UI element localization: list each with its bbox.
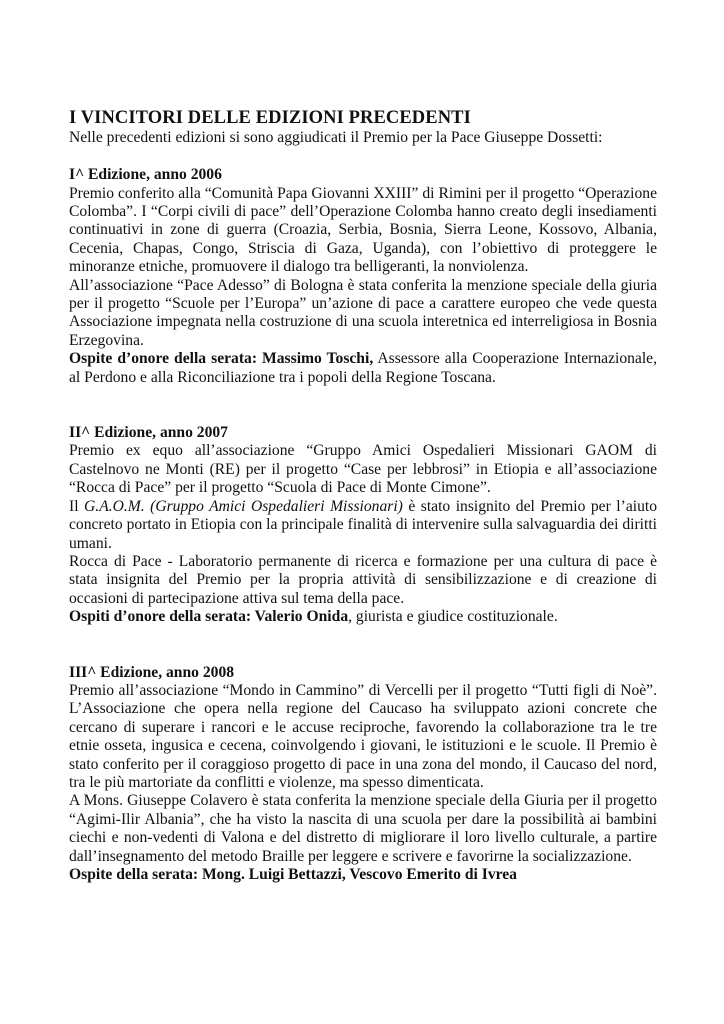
- guest-description: , giurista e giudice costituzionale.: [348, 608, 558, 626]
- edition-2008-section: [69, 664, 657, 885]
- guest-paragraph: [69, 350, 657, 387]
- spacer: [69, 387, 657, 424]
- edition-heading: I^ Edizione, anno 2006: [69, 166, 222, 183]
- italic-org-name: G.A.O.M. (Gruppo Amici Ospedalieri Missionari): [84, 497, 403, 515]
- guest-label: Ospite d’onore della serata: Massimo Toschi,: [69, 350, 374, 368]
- edition-paragraph: Rocca di Pace - Laboratorio permanente di ricerca e formazione per una cultura di pace è stata insignita del Premio per la propria attività di sensibilizzazione e di creazione di occasioni di partecipazione attiva sul tema della pace.: [69, 552, 657, 607]
- spacer: [69, 627, 657, 664]
- edition-heading: III^ Edizione, anno 2008: [69, 663, 235, 681]
- edition-2007-section: [69, 424, 657, 627]
- intro-paragraph: Nelle precedenti edizioni si sono aggiudicati il Premio per la Pace Giuseppe Dossetti:: [69, 129, 603, 146]
- guest-label: Ospiti d’onore della serata: Valerio Onida: [69, 608, 349, 626]
- edition-2006-section: [69, 166, 657, 387]
- edition-paragraph: Premio all’associazione “Mondo in Cammino” di Vercelli per il progetto “Tutti figli di Noè”. L’Associazione che opera nella regione del Caucaso ha sviluppato azioni concrete che cercano di superare i rancori e le accuse reciproche, favorendo la collaborazione tra le tre etnie osseta, ingusica e cecena, coinvolgendo i giovani, le istituzioni e le scuole. Il Premio è stato conferito per il coraggioso progetto di pace in una zona del mondo, il Caucaso del nord, tra le più martoriate da conflitti e violenze, ma spesso dimenticata.: [69, 682, 657, 792]
- text-run: Il: [69, 497, 85, 515]
- edition-paragraph: All’associazione “Pace Adesso” di Bologna è stata conferita la menzione speciale della giuria per il progetto “Scuole per l’Europa” un’azione di pace a carattere europeo che vede questa Associazione impegnata nella costruzione di una scuola interetnica ed interreligiosa in Bosnia Erzegovina.: [69, 276, 657, 349]
- edition-paragraph: Premio conferito alla “Comunità Papa Giovanni XXIII” di Rimini per il progetto “Operazione Colomba”. I “Corpi civili di pace” dell’Operazione Colomba hanno creato degli insediamenti continuativi in zone di guerra (Croazia, Serbia, Bosnia, Sierra Leone, Kossovo, Albania, Cecenia, Chapas, Congo, Striscia di Gaza, Uganda), con l’obiettivo di proteggere le minoranze etniche, promuovere il dialogo tra belligeranti, la nonviolenza.: [69, 184, 657, 276]
- guest-paragraph: Ospite della serata: Mong. Luigi Bettazzi, Vescovo Emerito di Ivrea: [69, 866, 517, 884]
- text-run: è stato insignito del Premio per l’aiuto concreto portato in Etiopia con la principale finalità di intervenire sulla salvaguardia dei diritti umani.: [69, 497, 657, 552]
- guest-paragraph: [69, 608, 657, 626]
- guest-description: Assessore alla Cooperazione Internazionale, al Perdono e alla Riconciliazione tra i popoli della Regione Toscana.: [69, 350, 657, 386]
- edition-paragraph: Premio ex equo all’associazione “Gruppo Amici Ospedalieri Missionari GAOM di Castelnovo ne Monti (RE) per il progetto “Case per lebbrosi” in Etiopia e all’associazione “Rocca di Pace” per il progetto “Scuola di Pace di Monte Cimone”.: [69, 442, 657, 497]
- edition-heading: II^ Edizione, anno 2007: [69, 423, 228, 441]
- document-page: [69, 107, 657, 885]
- edition-paragraph: [69, 498, 657, 553]
- page-title: I VINCITORI DELLE EDIZIONI PRECEDENTI: [69, 108, 471, 128]
- edition-paragraph: A Mons. Giuseppe Colavero è stata conferita la menzione speciale della Giuria per il progetto “Agimi-Ilir Albania”, che ha visto la nascita di una scuola per dare la possibilità ai bambini ciechi e non-vedenti di Valona e del distretto di migliorare il loro livello culturale, a partire dall’insegnamento del metodo Braille per leggere e scrivere e favorirne la socializzazione.: [69, 792, 657, 865]
- spacer: [69, 147, 657, 166]
